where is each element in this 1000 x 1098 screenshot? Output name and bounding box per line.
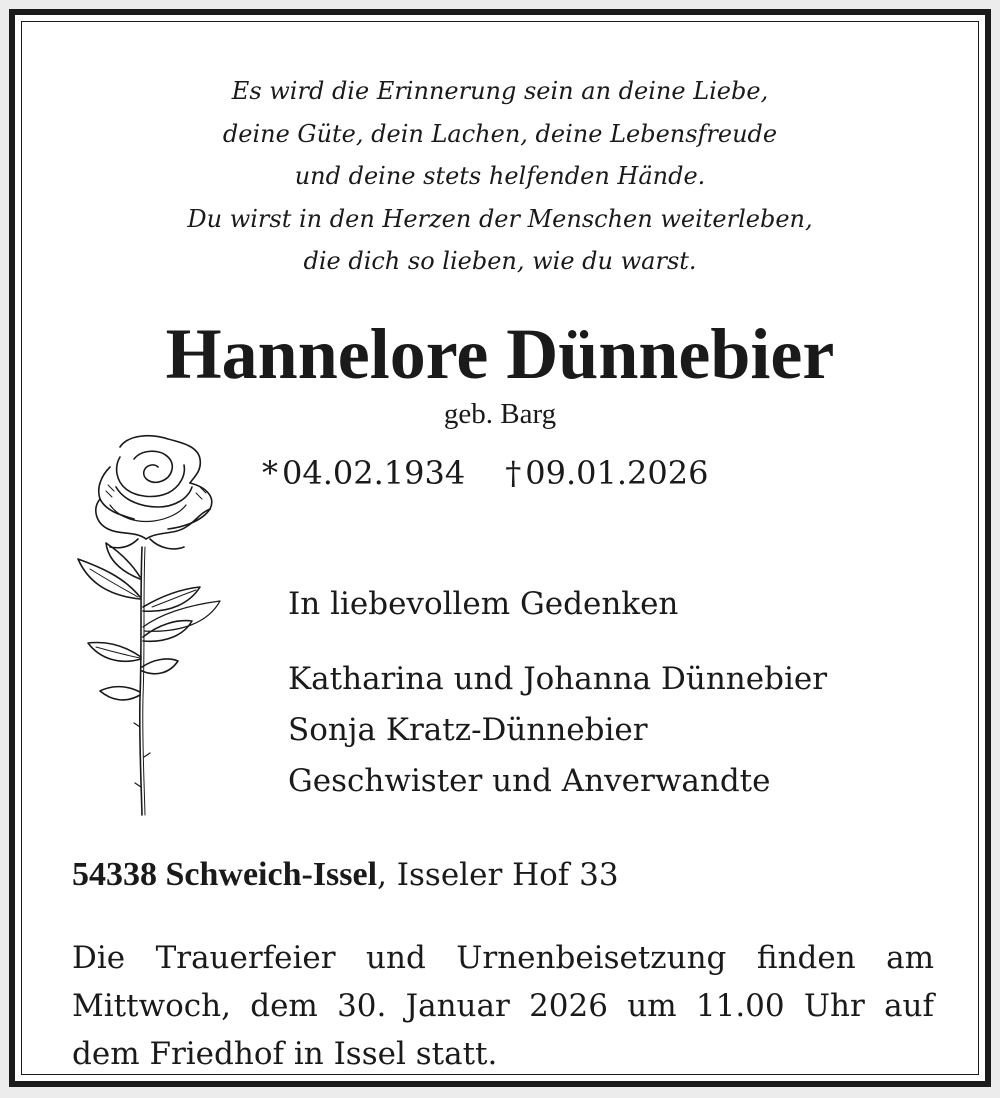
poem-line: deine Güte, dein Lachen, deine Lebensfreude — [222, 119, 778, 148]
obituary-frame — [9, 9, 991, 1087]
address — [72, 856, 619, 894]
memorial-intro: In liebevollem Gedenken — [288, 586, 679, 622]
poem-line: die dich so lieben, wie du warst. — [303, 247, 697, 275]
mourners-list — [288, 654, 827, 807]
death-cross-symbol: † — [505, 454, 522, 492]
funeral-notice: Die Trauerfeier und Urnenbeisetzung finden am Mittwoch, dem 30. Januar 2026 um 11.00 Uhr auf dem Friedhof in Issel statt. — [72, 940, 934, 1072]
rose-drawing-icon — [50, 427, 240, 822]
deceased-name: Hannelore Dünnebier — [165, 314, 835, 394]
life-dates — [262, 454, 708, 492]
birth-name: geb. Barg — [443, 398, 557, 430]
mourner-line: Geschwister und Anverwandte — [288, 763, 771, 799]
poem — [22, 70, 978, 283]
poem-line: und deine stets helfenden Hände. — [294, 162, 706, 190]
address-street: , Isseler Hof 33 — [377, 857, 619, 893]
poem-line: Es wird die Erinnerung sein an deine Liebe, — [231, 77, 769, 105]
death-date: 09.01.2026 — [525, 454, 709, 492]
inner-border — [21, 21, 979, 1075]
mourner-line: Sonja Kratz-Dünnebier — [288, 712, 648, 748]
birth-symbol: * — [262, 454, 278, 492]
poem-line: Du wirst in den Herzen der Menschen weiterleben, — [187, 204, 813, 233]
mourner-line: Katharina und Johanna Dünnebier — [288, 661, 828, 697]
birth-date: 04.02.1934 — [282, 454, 466, 492]
address-city: 54338 Schweich-Issel — [72, 856, 378, 893]
